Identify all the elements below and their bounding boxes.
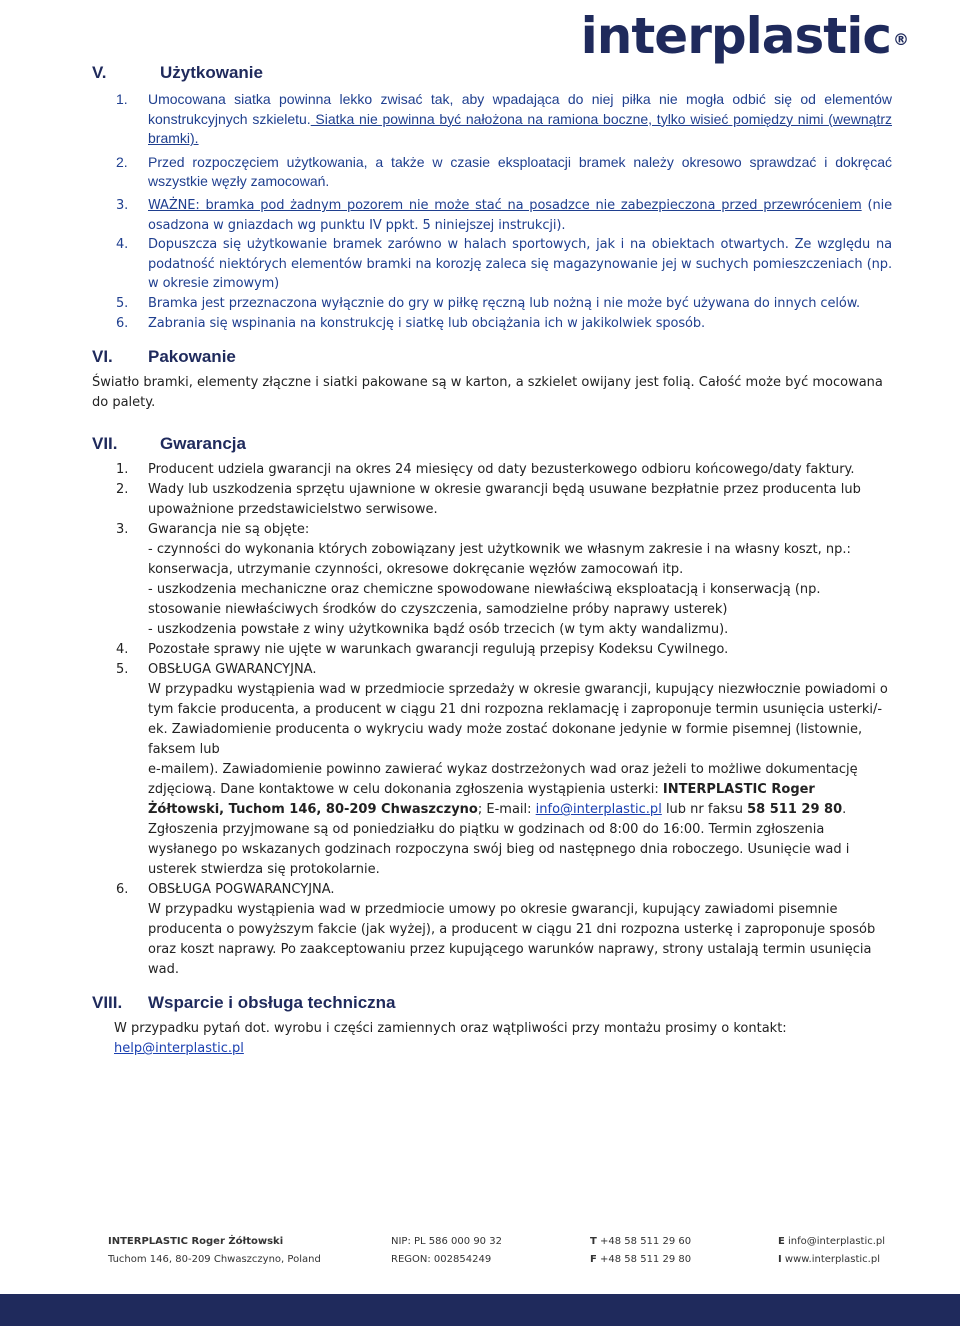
section-viii-text: W przypadku pytań dot. wyrobu i części zamiennych oraz wątpliwości przy montażu prosimy o kontakt: help@interplastic.pl <box>114 1021 787 1056</box>
list-item: 1. Umocowana siatka powinna lekko zwisać tak, aby wpadająca do niej piłka nie mogła odbić się od elementów konstrukcyjnych szkieletu. Siatka nie powinna być nałożona na ramiona boczne, tylko wisieć pomiędzy nimi (wewnątrz bramki). <box>116 91 893 147</box>
list-item: 5. OBSŁUGA GWARANCYJNA. W przypadku wystąpienia wad w przedmiocie sprzedaży w okresie gwarancji, kupujący niezwłocznie powiadomi o tym fakcie producenta, a producent w ciągu 21 dni rozpozna reklamację i zaproponuje termin usunięcia usterki/-ek. Zawiadomienie producenta o wykryciu wady może zostać dokonane jedynie w formie pisemnej (listownie, faksem lub e-mailem). Zawiadomienie powinno zawierać wykaz dostrzeżonych wad oraz jeżeli to możliwe dokumentację zdjęciową. Dane kontaktowe w celu dokonania zgłoszenia wystąpienia usterki: INTERPLASTIC Roger Żółtowski, Tuchom 146, 80-209 Chwaszczyno; E-mail: info@interplastic.pl lub nr faksu 58 511 29 80. Zgłoszenia przyjmowane są od poniedziałku do piątku w godzinach od 8:00 do 16:00. Termin zgłoszenia wysłanego po wskazanych godzinach rozpoczyna swój bieg od następnego dnia roboczego. Usunięcie wad i usterek stwierdza się protokolarnie. <box>116 662 888 877</box>
list-item: 6. Zabrania się wspinania na konstrukcję i siatkę lub obciążania ich w jakikolwiek sposób. <box>116 315 706 331</box>
list-item: 6. OBSŁUGA POGWARANCYJNA. W przypadku wystąpienia wad w przedmiocie umowy po okresie gwarancji, kupujący zawiadomi pisemnie producenta o powyższym fakcie (jak wyżej), a producent w ciągu 21 dni rozpozna usterkę i zaproponuje sposób oraz koszt naprawy. Po zaakceptowaniu przez kupującego warunków naprawy, strony ustalają termin usunięcia wad. <box>116 882 876 977</box>
list-item: 5. Bramka jest przeznaczona wyłącznie do gry w piłkę ręczną lub nożną i nie może być używana do innych celów. <box>116 295 861 311</box>
page-footer <box>0 1230 960 1290</box>
footer-nip: NIP: PL 586 000 90 32 <box>391 1236 502 1247</box>
section-v-list <box>92 90 892 333</box>
footer-phone: T +48 58 511 29 60 <box>590 1236 692 1247</box>
footer-regon: REGON: 002854249 <box>391 1254 492 1265</box>
footer-website: I www.interplastic.pl <box>778 1254 880 1265</box>
list-item: 3. Gwarancja nie są objęte: - czynności do wykonania których zobowiązany jest użytkownik we własnym zakresie i na własny koszt, np.: konserwacja, utrzymanie czynności, okresowe dokręcanie węzłów zamocowań itp. - uszkodzenia mechaniczne oraz chemiczne spowodowane niewłaściwą eksploatacją i konserwacją (np. stosowanie niewłaściwych środków do czyszczenia, samodzielne próby naprawy usterek) - uszkodzenia powstałe z winy użytkownika bądź osób trzecich (w tym akty wandalizmu). <box>116 522 851 637</box>
footer-fax: F +48 58 511 29 80 <box>590 1254 692 1265</box>
list-item: 1. Producent udziela gwarancji na okres 24 miesięcy od daty bezusterkowego odbioru końcowego/daty faktury. <box>116 462 855 477</box>
info-email-link[interactable]: info@interplastic.pl <box>535 802 662 817</box>
help-email-link[interactable]: help@interplastic.pl <box>114 1041 244 1056</box>
section-vi-text: Światło bramki, elementy złączne i siatki pakowane są w karton, a szkielet owijany jest folią. Całość może być mocowana do palety. <box>92 375 883 410</box>
list-item: 4. Pozostałe sprawy nie ujęte w warunkach gwarancji regulują przepisy Kodeksu Cywilnego. <box>116 642 729 657</box>
list-item: 3. WAŻNE: bramka pod żadnym pozorem nie może stać na posadzce nie zabezpieczona przed przewróceniem (nie osadzona w gniazdach wg punktu IV ppkt. 5 niniejszej instrukcji). <box>116 197 892 233</box>
list-item: 2. Przed rozpoczęciem użytkowania, a także w czasie eksploatacji bramek należy okresowo sprawdzać i dokręcać wszystkie węzły zamocowań. <box>116 153 892 190</box>
list-item: 4. Dopuszcza się użytkowanie bramek zarówno w halach sportowych, jak i na obiektach otwartych. Ze względu na podatność niektórych elementów bramki na korozję zaleca się magazynowanie jej w suchych pomieszczeniach (np. w okresie zimowym) <box>116 237 892 292</box>
footer-email: E info@interplastic.pl <box>778 1236 886 1247</box>
footer-bar <box>0 1294 960 1326</box>
footer-address: Tuchom 146, 80-209 Chwaszczyno, Poland <box>108 1254 321 1265</box>
list-item: 2. Wady lub uszkodzenia sprzętu ujawnione w okresie gwarancji będą usuwane bezpłatnie przez producenta lub upoważnione przedstawicielstwo serwisowe. <box>116 482 861 517</box>
footer-company: INTERPLASTIC Roger Żółtowski <box>108 1236 284 1247</box>
interplastic-logo: interplastic ® <box>580 7 908 65</box>
section-vii-body <box>92 460 892 980</box>
